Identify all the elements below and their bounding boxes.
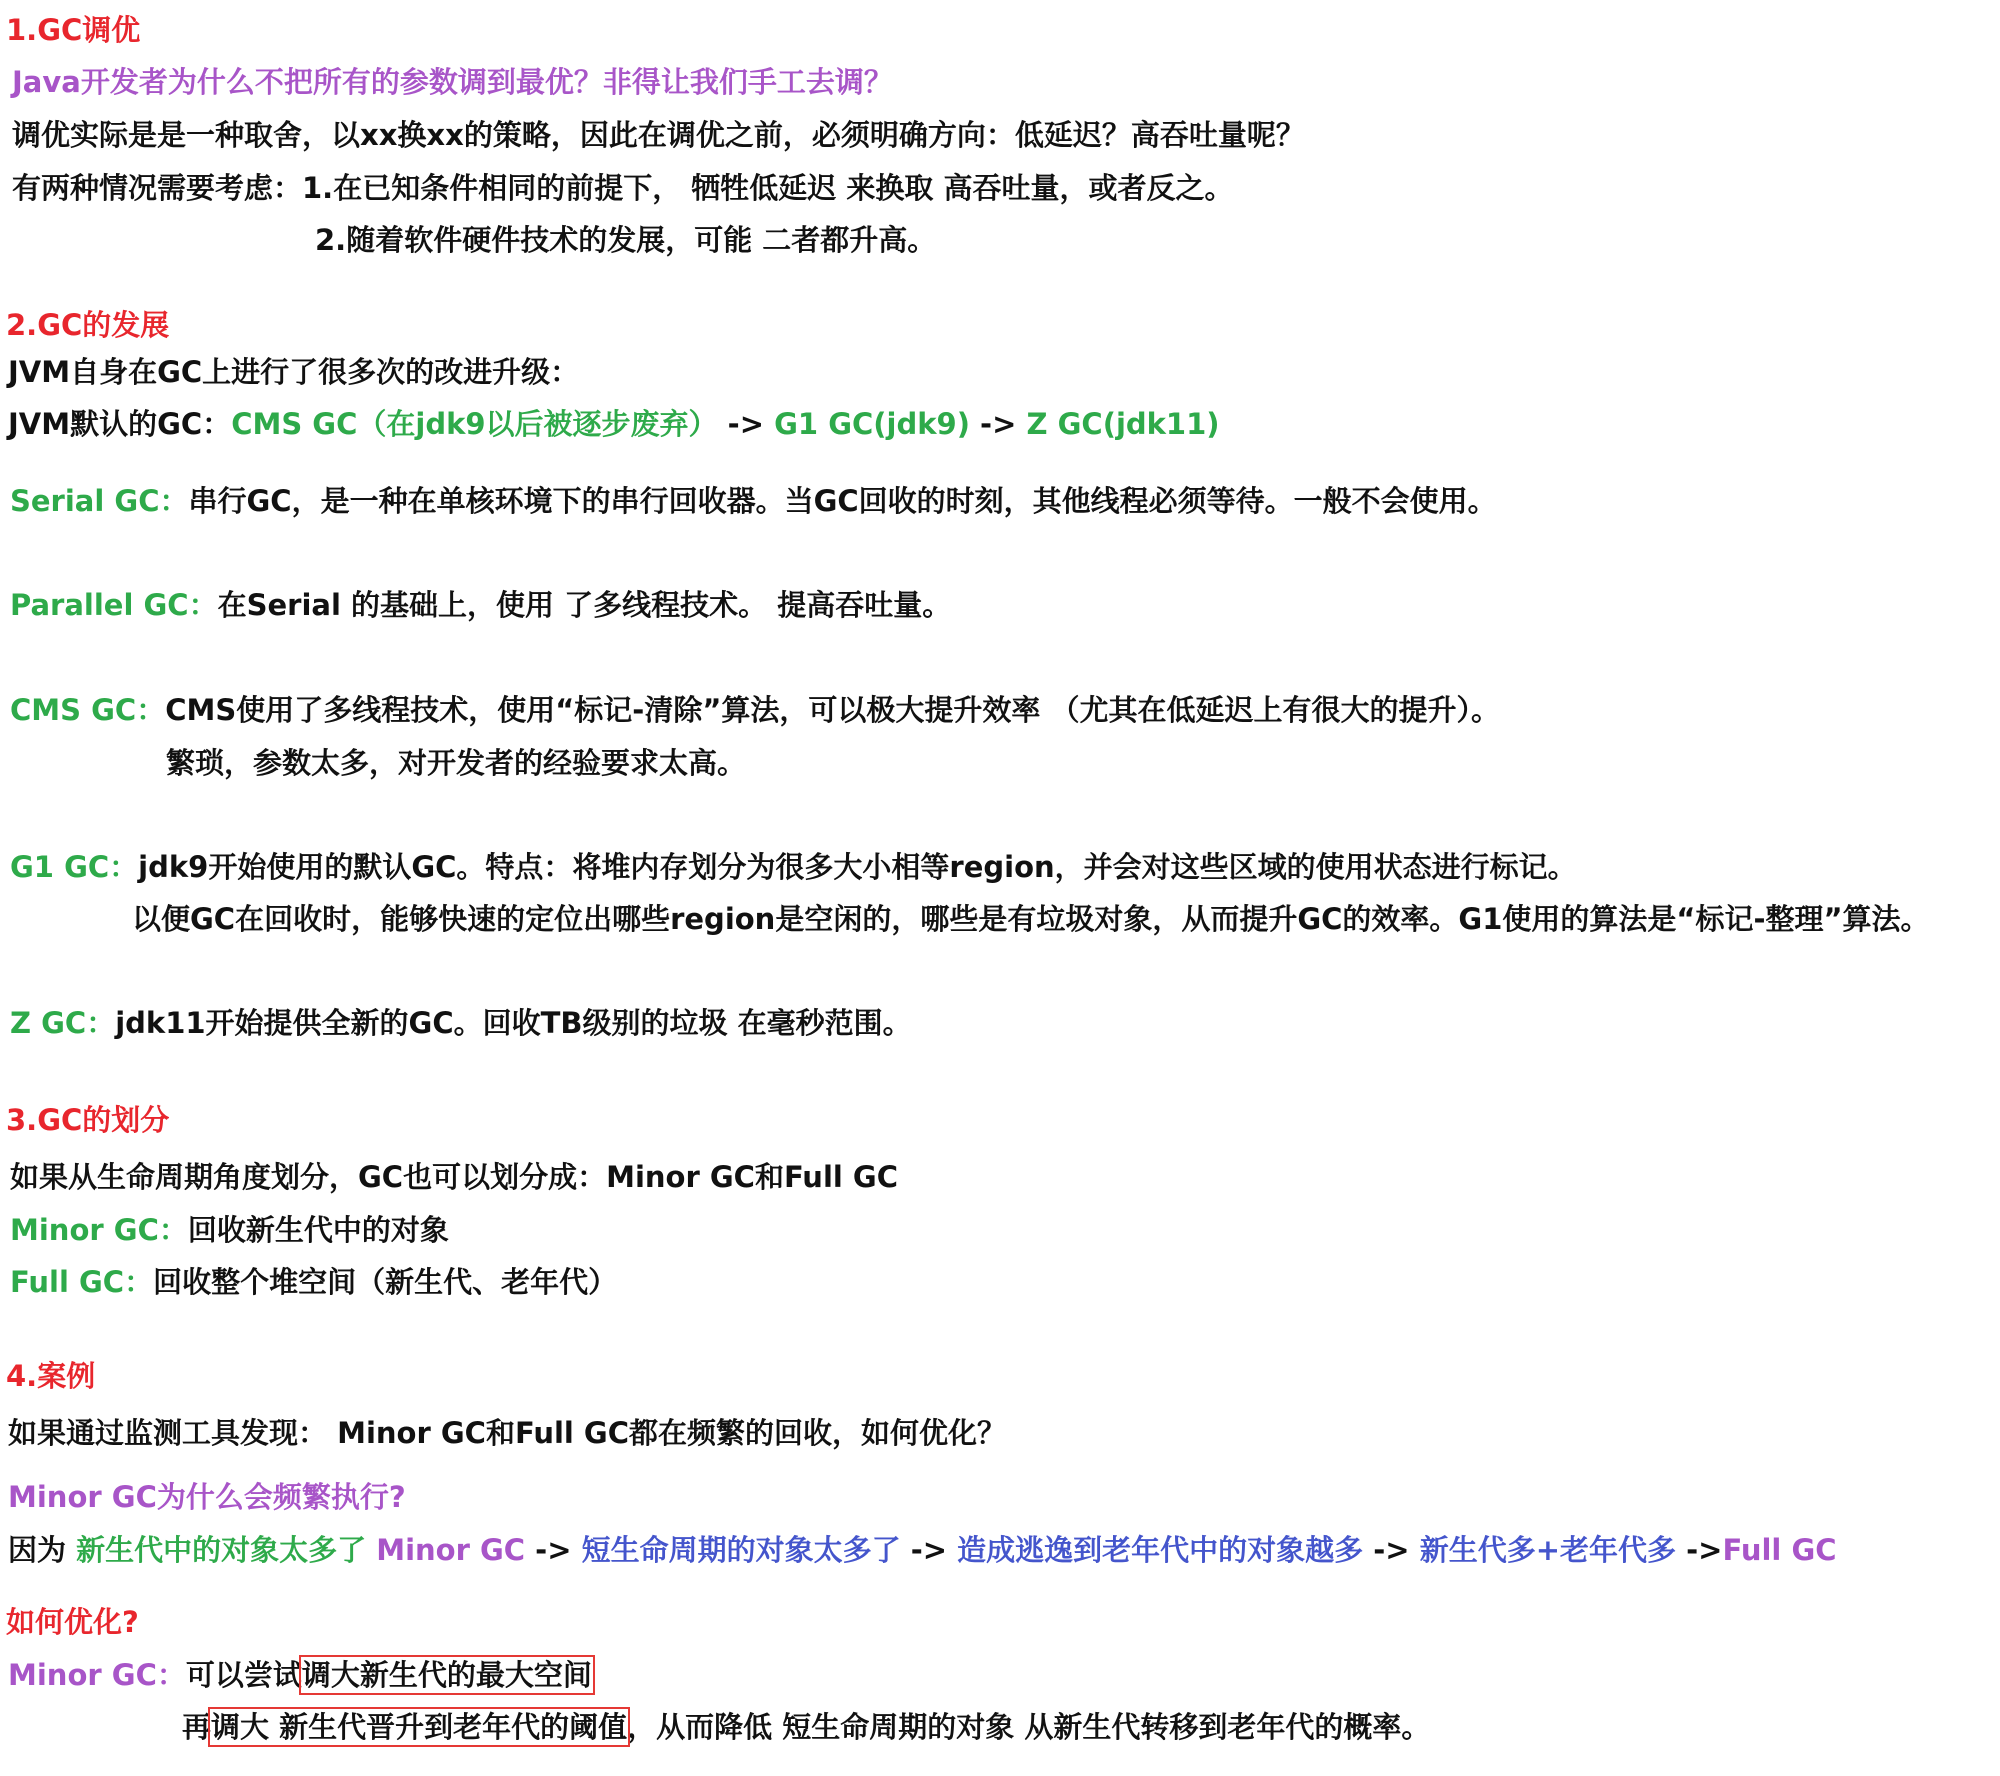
text-segment: JVM默认的GC：: [8, 407, 232, 441]
text-segment: 以便GC在回收时，能够快速的定位出哪些region是空闲的，哪些是有垃圾对象，从而提升GC的效率。G1使用的算法是“标记-整理”算法。: [132, 902, 1930, 936]
line-s4-opt2: [182, 1707, 1430, 1747]
line-s4-l1: [8, 1413, 1006, 1453]
text-segment: Minor GC为什么会频繁执行?: [8, 1480, 406, 1514]
text-segment: CMS GC：: [10, 693, 166, 727]
line-s1-title: [6, 10, 140, 50]
line-s2-title: [6, 305, 169, 345]
highlighted-text: 调大新生代的最大空间: [301, 1658, 592, 1692]
text-segment: 有两种情况需要考虑：1.在已知条件相同的前提下， 牺牲低延迟 来换取 高吞吐量，或者反之。: [12, 171, 1234, 205]
text-segment: 繁琐，参数太多，对开发者的经验要求太高。: [166, 746, 747, 780]
text-segment: Minor GC：: [10, 1213, 188, 1247]
line-s4-how: [6, 1602, 139, 1642]
text-segment: 新生代中的对象太多了: [76, 1533, 377, 1567]
text-segment: 串行GC，是一种在单核环境下的串行回收器。当GC回收的时刻，其他线程必须等待。一般不会使用。: [188, 484, 1497, 518]
text-segment: 如何优化?: [6, 1605, 139, 1639]
text-segment: 在Serial 的基础上，使用 了多线程技术。 提高吞吐量。: [217, 588, 952, 622]
highlighted-text: 调大 新生代晋升到老年代的阈值: [211, 1710, 628, 1744]
line-s1-l3: [315, 220, 936, 260]
line-s4-because: [8, 1530, 1837, 1570]
line-s2-serial: [10, 481, 1497, 521]
text-segment: 如果从生命周期角度划分，GC也可以划分成：Minor GC和Full GC: [10, 1160, 899, 1194]
text-segment: Minor GC：: [8, 1658, 186, 1692]
line-s2-cms2: [166, 743, 746, 783]
line-s2-g1b: [132, 899, 1930, 939]
line-s2-z: [10, 1003, 912, 1043]
line-s3-minor: [10, 1210, 449, 1250]
line-s1-q: [12, 62, 893, 102]
text-segment: Z GC：: [10, 1006, 116, 1040]
text-segment: 回收整个堆空间（新生代、老年代）: [153, 1265, 618, 1299]
text-segment: jdk11开始提供全新的GC。回收TB级别的垃圾 在毫秒范围。: [115, 1006, 912, 1040]
text-segment: ->: [727, 407, 765, 441]
text-segment: CMS GC（在jdk9以后被逐步废弃）: [231, 407, 728, 441]
line-s4-q: [8, 1477, 406, 1517]
text-segment: ->: [535, 1533, 582, 1567]
text-segment: 可以尝试: [185, 1658, 302, 1692]
text-segment: ->: [910, 1533, 958, 1567]
text-segment: 3.GC的划分: [6, 1103, 170, 1137]
line-s2-l2: [8, 404, 1220, 444]
text-segment: 因为: [8, 1533, 77, 1567]
text-segment: ->: [980, 407, 1017, 441]
text-segment: ->: [1373, 1533, 1420, 1567]
text-segment: ->: [1686, 1533, 1723, 1567]
text-segment: jdk9开始使用的默认GC。特点：将堆内存划分为很多大小相等region，并会对这些区域的使用状态进行标记。: [138, 850, 1577, 884]
line-s1-l2: [12, 168, 1234, 208]
text-segment: 2.随着软件硬件技术的发展，可能 二者都升高。: [315, 223, 937, 257]
text-segment: 调优实际是是一种取舍，以xx换xx的策略，因此在调优之前，必须明确方向：低延迟？高吞吐量呢？: [12, 118, 1305, 152]
text-segment: 2.GC的发展: [6, 308, 170, 342]
line-s4-title: [6, 1356, 95, 1396]
line-s2-g1a: [10, 847, 1577, 887]
text-segment: ，从而降低 短生命周期的对象 从新生代转移到老年代的概率。: [627, 1710, 1431, 1744]
text-segment: CMS使用了多线程技术，使用“标记-清除”算法，可以极大提升效率 （尤其在低延迟上有很大的提升）。: [165, 693, 1500, 727]
text-segment: JVM自身在GC上进行了很多次的改进升级：: [8, 355, 580, 389]
line-s3-title: [6, 1100, 169, 1140]
line-s1-l1: [12, 115, 1305, 155]
text-segment: 新生代多+老年代多: [1419, 1533, 1687, 1567]
text-segment: 如果通过监测工具发现： Minor GC和Full GC都在频繁的回收，如何优化？: [8, 1416, 1007, 1450]
text-segment: Parallel GC：: [10, 588, 218, 622]
text-segment: Full GC：: [10, 1265, 154, 1299]
text-segment: G1 GC(jdk9): [764, 407, 981, 441]
line-s2-parallel: [10, 585, 951, 625]
text-segment: 再: [182, 1710, 212, 1744]
text-segment: Full GC: [1722, 1533, 1837, 1567]
line-s3-l1: [10, 1157, 898, 1197]
text-segment: 回收新生代中的对象: [187, 1213, 449, 1247]
text-segment: Minor GC: [376, 1533, 536, 1567]
text-segment: 4.案例: [6, 1359, 96, 1393]
text-segment: 1.GC调优: [6, 13, 141, 47]
line-s4-opt1: [8, 1655, 592, 1695]
text-segment: Z GC(jdk11): [1016, 407, 1220, 441]
text-segment: G1 GC：: [10, 850, 139, 884]
text-segment: Serial GC：: [10, 484, 189, 518]
line-s2-cms1: [10, 690, 1500, 730]
line-s3-full: [10, 1262, 617, 1302]
text-segment: Java开发者为什么不把所有的参数调到最优？非得让我们手工去调？: [12, 65, 893, 99]
text-segment: 短生命周期的对象太多了: [581, 1533, 911, 1567]
line-s2-l1: [8, 352, 579, 392]
text-segment: 造成逃逸到老年代中的对象越多: [957, 1533, 1374, 1567]
